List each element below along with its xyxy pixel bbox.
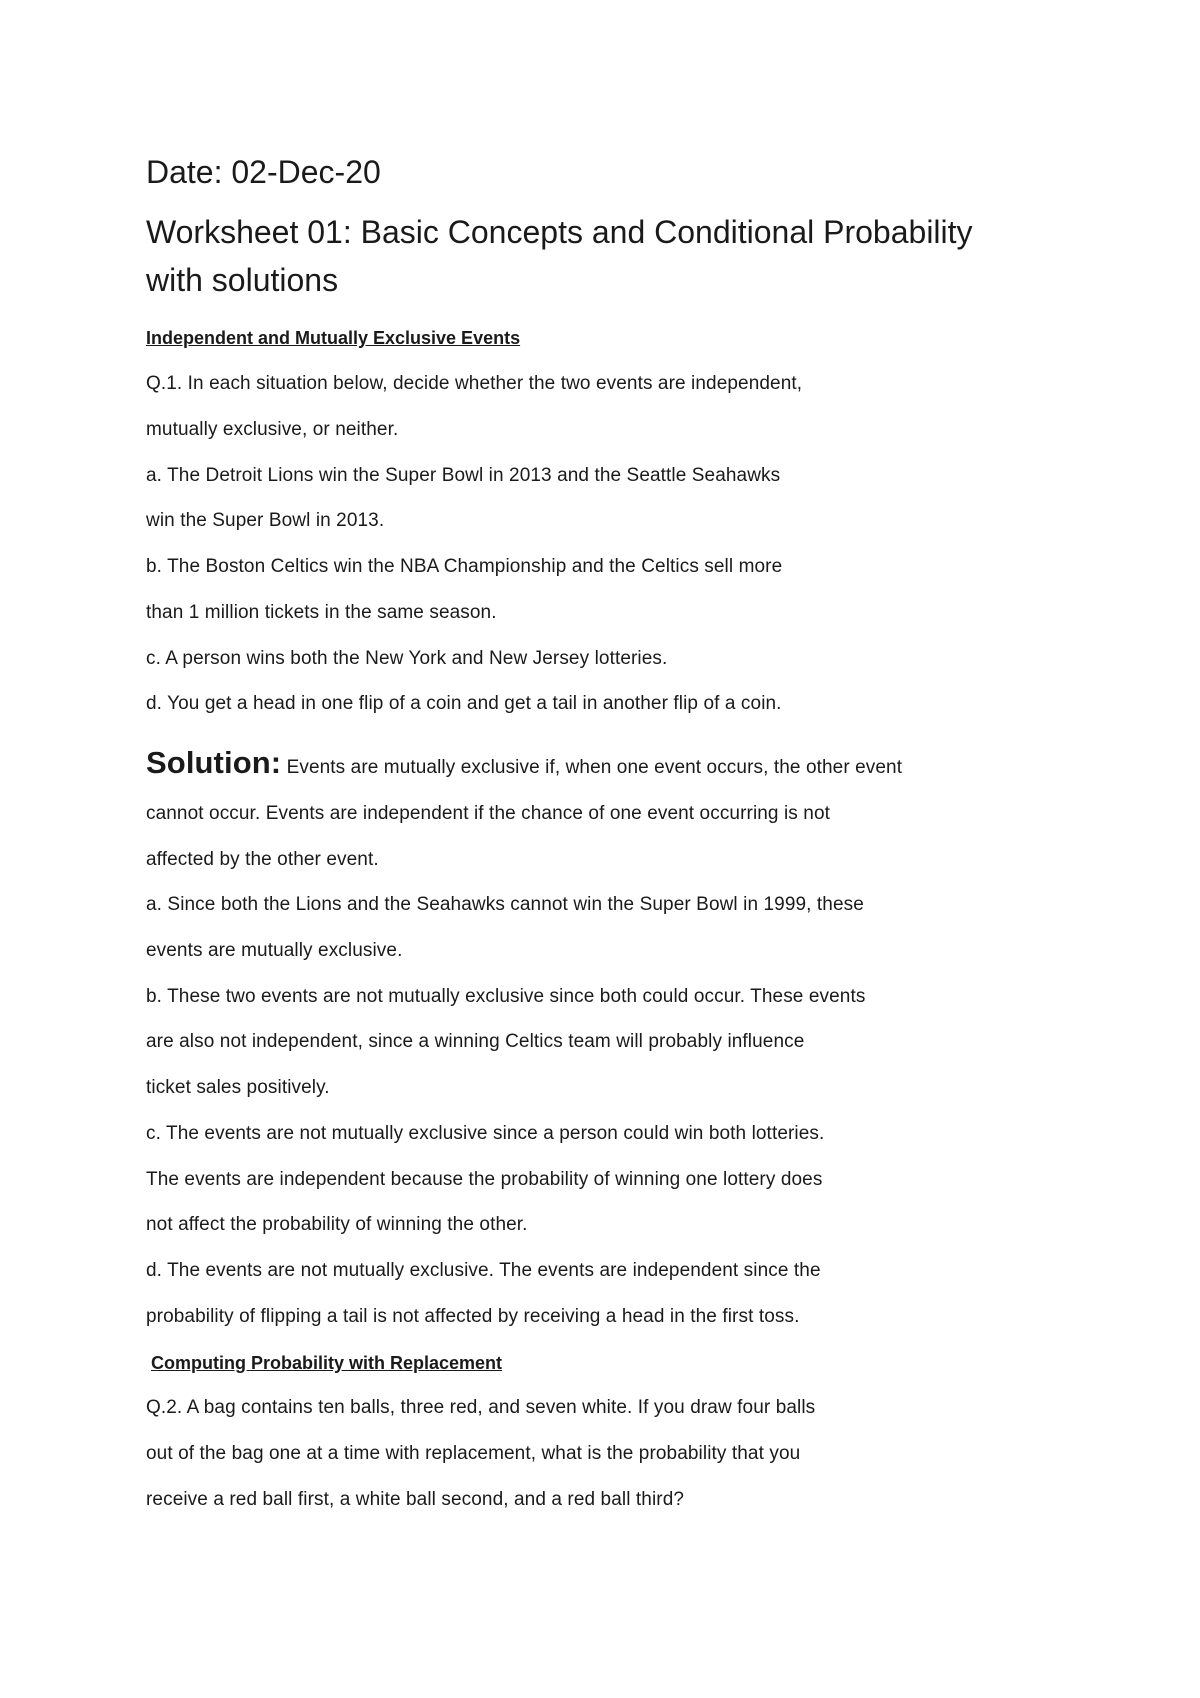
question-1-line-1: Q.1. In each situation below, decide whether the two events are independent,: [146, 373, 803, 394]
solution-a-line-1: a. Since both the Lions and the Seahawks cannot win the Super Bowl in 1999, these: [146, 894, 864, 915]
solution-a-line-2: events are mutually exclusive.: [146, 940, 403, 961]
solution-intro-line-1: [146, 744, 902, 787]
section-heading-independent-events: Independent and Mutually Exclusive Events: [146, 328, 521, 348]
solution-intro-line-2: cannot occur. Events are independent if the chance of one event occurring is not: [146, 803, 830, 824]
solution-intro-text: Events are mutually exclusive if, when one event occurs, the other event: [281, 757, 903, 778]
question-1a-line-1: a. The Detroit Lions win the Super Bowl in 2013 and the Seattle Seahawks: [146, 465, 781, 486]
question-2-line-2: out of the bag one at a time with replacement, what is the probability that you: [146, 1443, 801, 1464]
question-1d-line-1: d. You get a head in one flip of a coin and get a tail in another flip of a coin.: [146, 693, 782, 714]
question-1b-line-1: b. The Boston Celtics win the NBA Championship and the Celtics sell more: [146, 556, 783, 577]
question-1c-line-1: c. A person wins both the New York and New Jersey lotteries.: [146, 648, 668, 669]
solution-b-line-1: b. These two events are not mutually exclusive since both could occur. These events: [146, 986, 866, 1007]
solution-d-line-1: d. The events are not mutually exclusive. The events are independent since the: [146, 1260, 821, 1281]
solution-b-line-2: are also not independent, since a winning Celtics team will probably influence: [146, 1031, 805, 1052]
solution-c-line-3: not affect the probability of winning the other.: [146, 1214, 528, 1235]
solution-label: Solution:: [146, 745, 282, 780]
section-heading-probability-replacement: Computing Probability with Replacement: [151, 1353, 503, 1373]
question-2-line-3: receive a red ball first, a white ball second, and a red ball third?: [146, 1489, 685, 1510]
document-date: Date: 02-Dec-20: [146, 154, 381, 190]
solution-b-line-3: ticket sales positively.: [146, 1077, 330, 1098]
document-title-line-1: Worksheet 01: Basic Concepts and Conditional Probability: [146, 214, 973, 250]
question-1b-line-2: than 1 million tickets in the same season.: [146, 602, 497, 623]
solution-intro-line-3: affected by the other event.: [146, 849, 379, 870]
solution-c-line-2: The events are independent because the probability of winning one lottery does: [146, 1169, 823, 1190]
question-1-line-2: mutually exclusive, or neither.: [146, 419, 399, 440]
solution-c-line-1: c. The events are not mutually exclusive since a person could win both lotteries.: [146, 1123, 825, 1144]
question-1a-line-2: win the Super Bowl in 2013.: [146, 510, 385, 531]
document-title-line-2: with solutions: [146, 262, 339, 298]
question-2-line-1: Q.2. A bag contains ten balls, three red, and seven white. If you draw four balls: [146, 1397, 816, 1418]
solution-d-line-2: probability of flipping a tail is not affected by receiving a head in the first toss.: [146, 1306, 800, 1327]
